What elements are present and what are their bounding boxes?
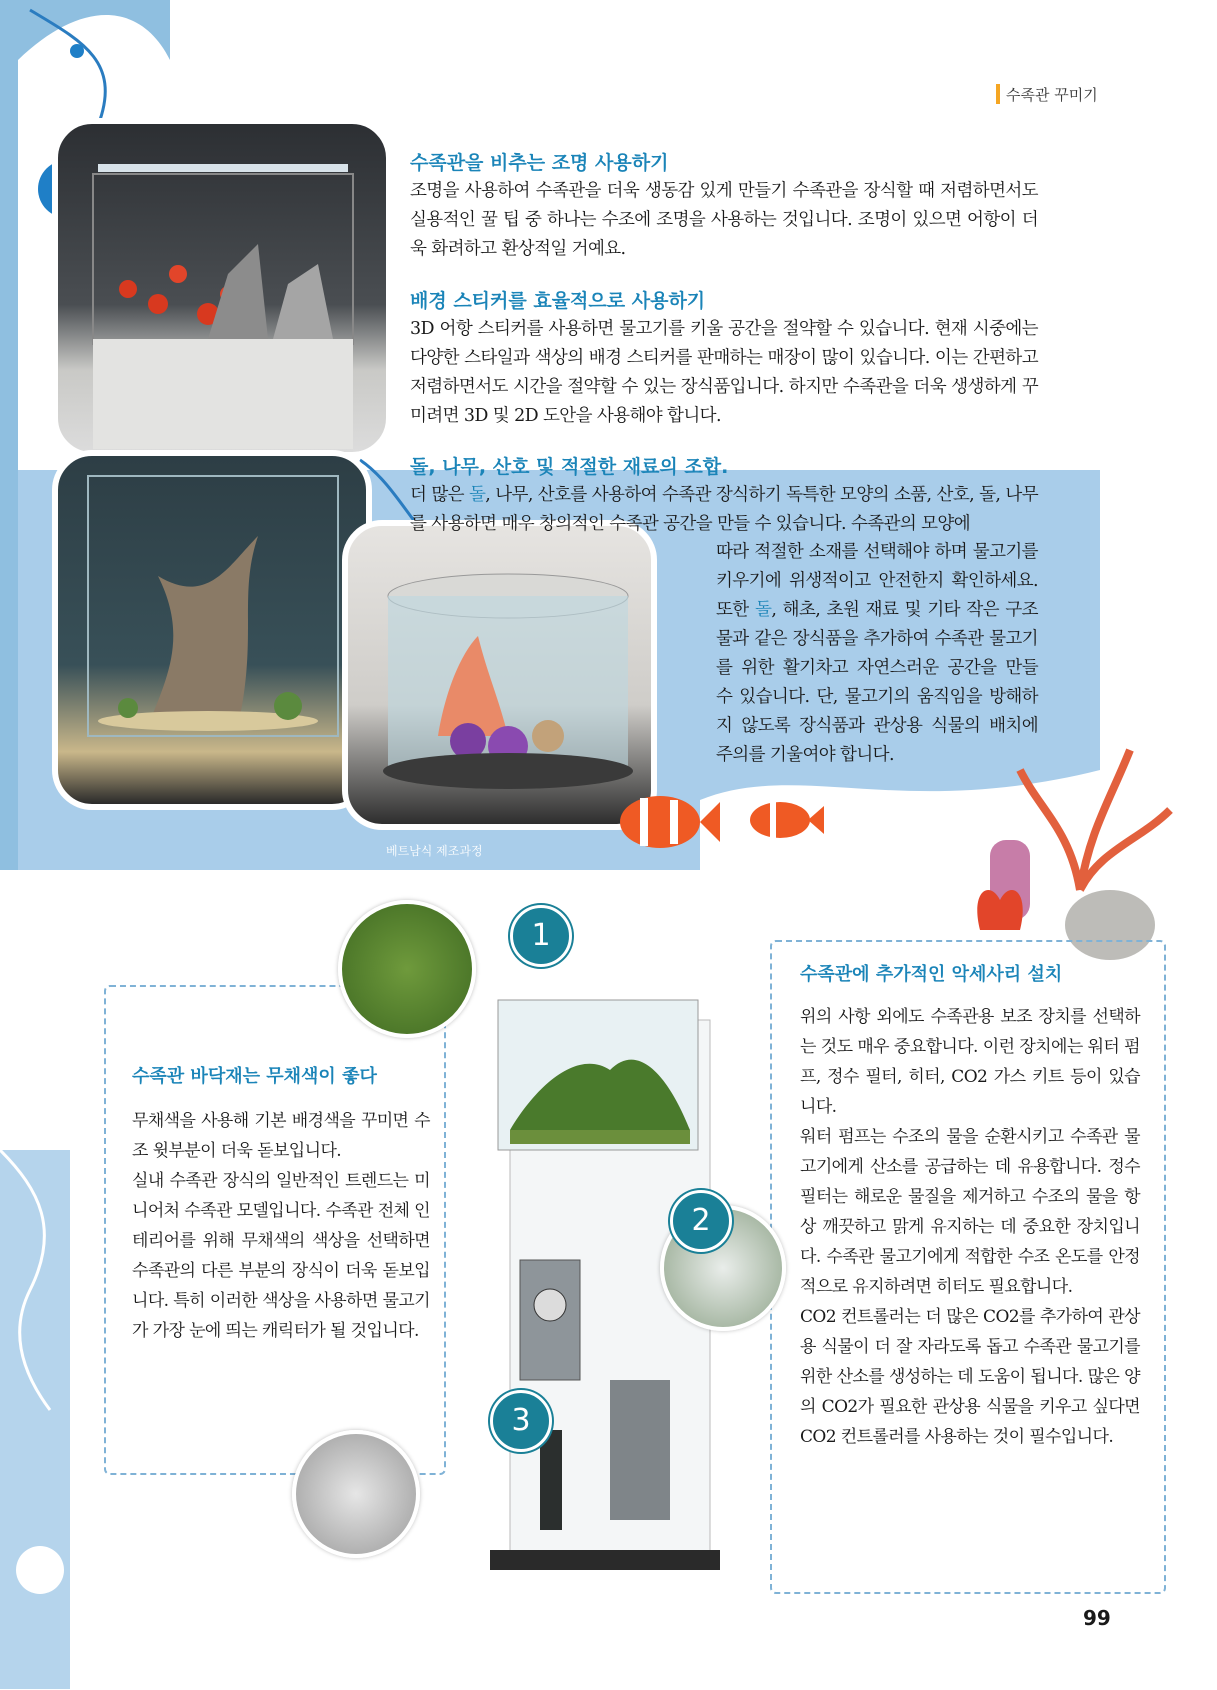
sticker-section xyxy=(410,286,1038,431)
sticker-title: 배경 스티커를 효율적으로 사용하기 xyxy=(410,290,706,312)
bubble-dot xyxy=(70,44,84,58)
photo-caption: 베트남식 제조과정 xyxy=(386,844,483,858)
page-number: 99 xyxy=(1083,1606,1111,1630)
materials-section xyxy=(410,452,1038,539)
lighting-section xyxy=(410,148,1038,264)
materials-body-1: 더 많은 돌, 나무, 산호를 사용하여 수족관 장식하기 독특한 모양의 소품, 산호, 돌, 나무를 사용하면 매우 창의적인 수족관 공간을 만들 수 있습니다. 수족관의 모양에 xyxy=(410,485,1038,534)
accessories-section xyxy=(800,960,1140,1452)
marker-3: 3 xyxy=(490,1390,552,1452)
substrate-title: 수족관 바닥재는 무채색이 좋다 xyxy=(132,1066,377,1087)
marker-2: 2 xyxy=(670,1190,732,1252)
co2-detail-photo xyxy=(292,1430,420,1558)
accessories-title: 수족관에 추가적인 악세사리 설치 xyxy=(800,964,1063,985)
accessories-body: 위의 사항 외에도 수족관용 보조 장치를 선택하는 것도 매우 중요합니다. 이런 장치에는 워터 펌프, 정수 필터, 히터, CO2 가스 키트 등이 있습니다. 워터 펌프는 수조의 물을 순환시키고 수족관 물고기에게 산소를 공급하는 데 유용합니다. 정수 필터는 해로운 물질을 제거하고 수조의 물을 항상 깨끗하고 맑게 유지하는 데 중요한 장치입니다. 수족관 물고기에게 적합한 수조 온도를 안정적으로 유지하려면 히터도 필요합니다. CO2 컨트롤러는 더 많은 CO2를 추가하여 관상용 식물이 더 잘 자라도록 돕고 수족관 물고기를 위한 산소를 생성하는 데 도움이 됩니다. 많은 양의 CO2가 필요한 관상용 식물을 키우고 싶다면 CO2 컨트롤러를 사용하는 것이 필수입니다. xyxy=(800,1007,1140,1447)
left-wave-decoration xyxy=(0,1150,80,1690)
materials-continued xyxy=(716,538,1038,770)
section-tag-bar xyxy=(996,84,1000,104)
substrate-section xyxy=(132,1062,430,1346)
section-tag: 수족관 꾸미기 xyxy=(1006,86,1098,104)
clownfish-illustration xyxy=(600,760,840,880)
filter-detail-photo xyxy=(338,900,476,1038)
materials-title: 돌, 나무, 산호 및 적절한 재료의 조합. xyxy=(410,456,729,478)
lighting-aquarium-photo xyxy=(52,118,392,458)
driftwood-aquarium-photo xyxy=(52,450,372,810)
materials-body-2: 따라 적절한 소재를 선택해야 하며 물고기를 키우기에 위생적이고 안전한지 확인하세요. 또한 돌, 해초, 초원 재료 및 기타 작은 구조물과 같은 장식품을 추가하여 수족관 물고기를 위한 활기차고 자연스러운 공간을 만들 수 있습니다. 단, 물고기의 움직임을 방해하지 않도록 장식품과 관상용 식물의 배치에 주의를 기울여야 합니다. xyxy=(716,542,1038,765)
lighting-title: 수족관을 비추는 조명 사용하기 xyxy=(410,152,669,174)
marker-1: 1 xyxy=(510,905,572,967)
lighting-body: 조명을 사용하여 수족관을 더욱 생동감 있게 만들기 수족관을 장식할 때 저렴하면서도 실용적인 꿀 팁 중 하나는 수조에 조명을 사용하는 것입니다. 조명이 있으면 어항이 더욱 화려하고 환상적일 거예요. xyxy=(410,181,1038,259)
sticker-body: 3D 어항 스티커를 사용하면 물고기를 키울 공간을 절약할 수 있습니다. 현재 시중에는 다양한 스타일과 색상의 배경 스티커를 판매하는 매장이 많이 있습니다. 이는 간편하고 저렴하면서도 시간을 절약할 수 있는 장식품입니다. 하지만 수족관을 더욱 생생하게 꾸미려면 3D 및 2D 도안을 사용해야 합니다. xyxy=(410,319,1038,426)
substrate-body: 무채색을 사용해 기본 배경색을 꾸미면 수조 윗부분이 더욱 돋보입니다. 실내 수족관 장식의 일반적인 트렌드는 미니어처 수족관 모델입니다. 수족관 전체 인테리어를 위해 무채색의 색상을 선택하면 수족관의 다른 부분의 장식이 더욱 돋보입니다. 특히 이러한 색상을 사용하면 물고기가 가장 눈에 띄는 캐릭터가 될 것입니다. xyxy=(132,1111,430,1341)
